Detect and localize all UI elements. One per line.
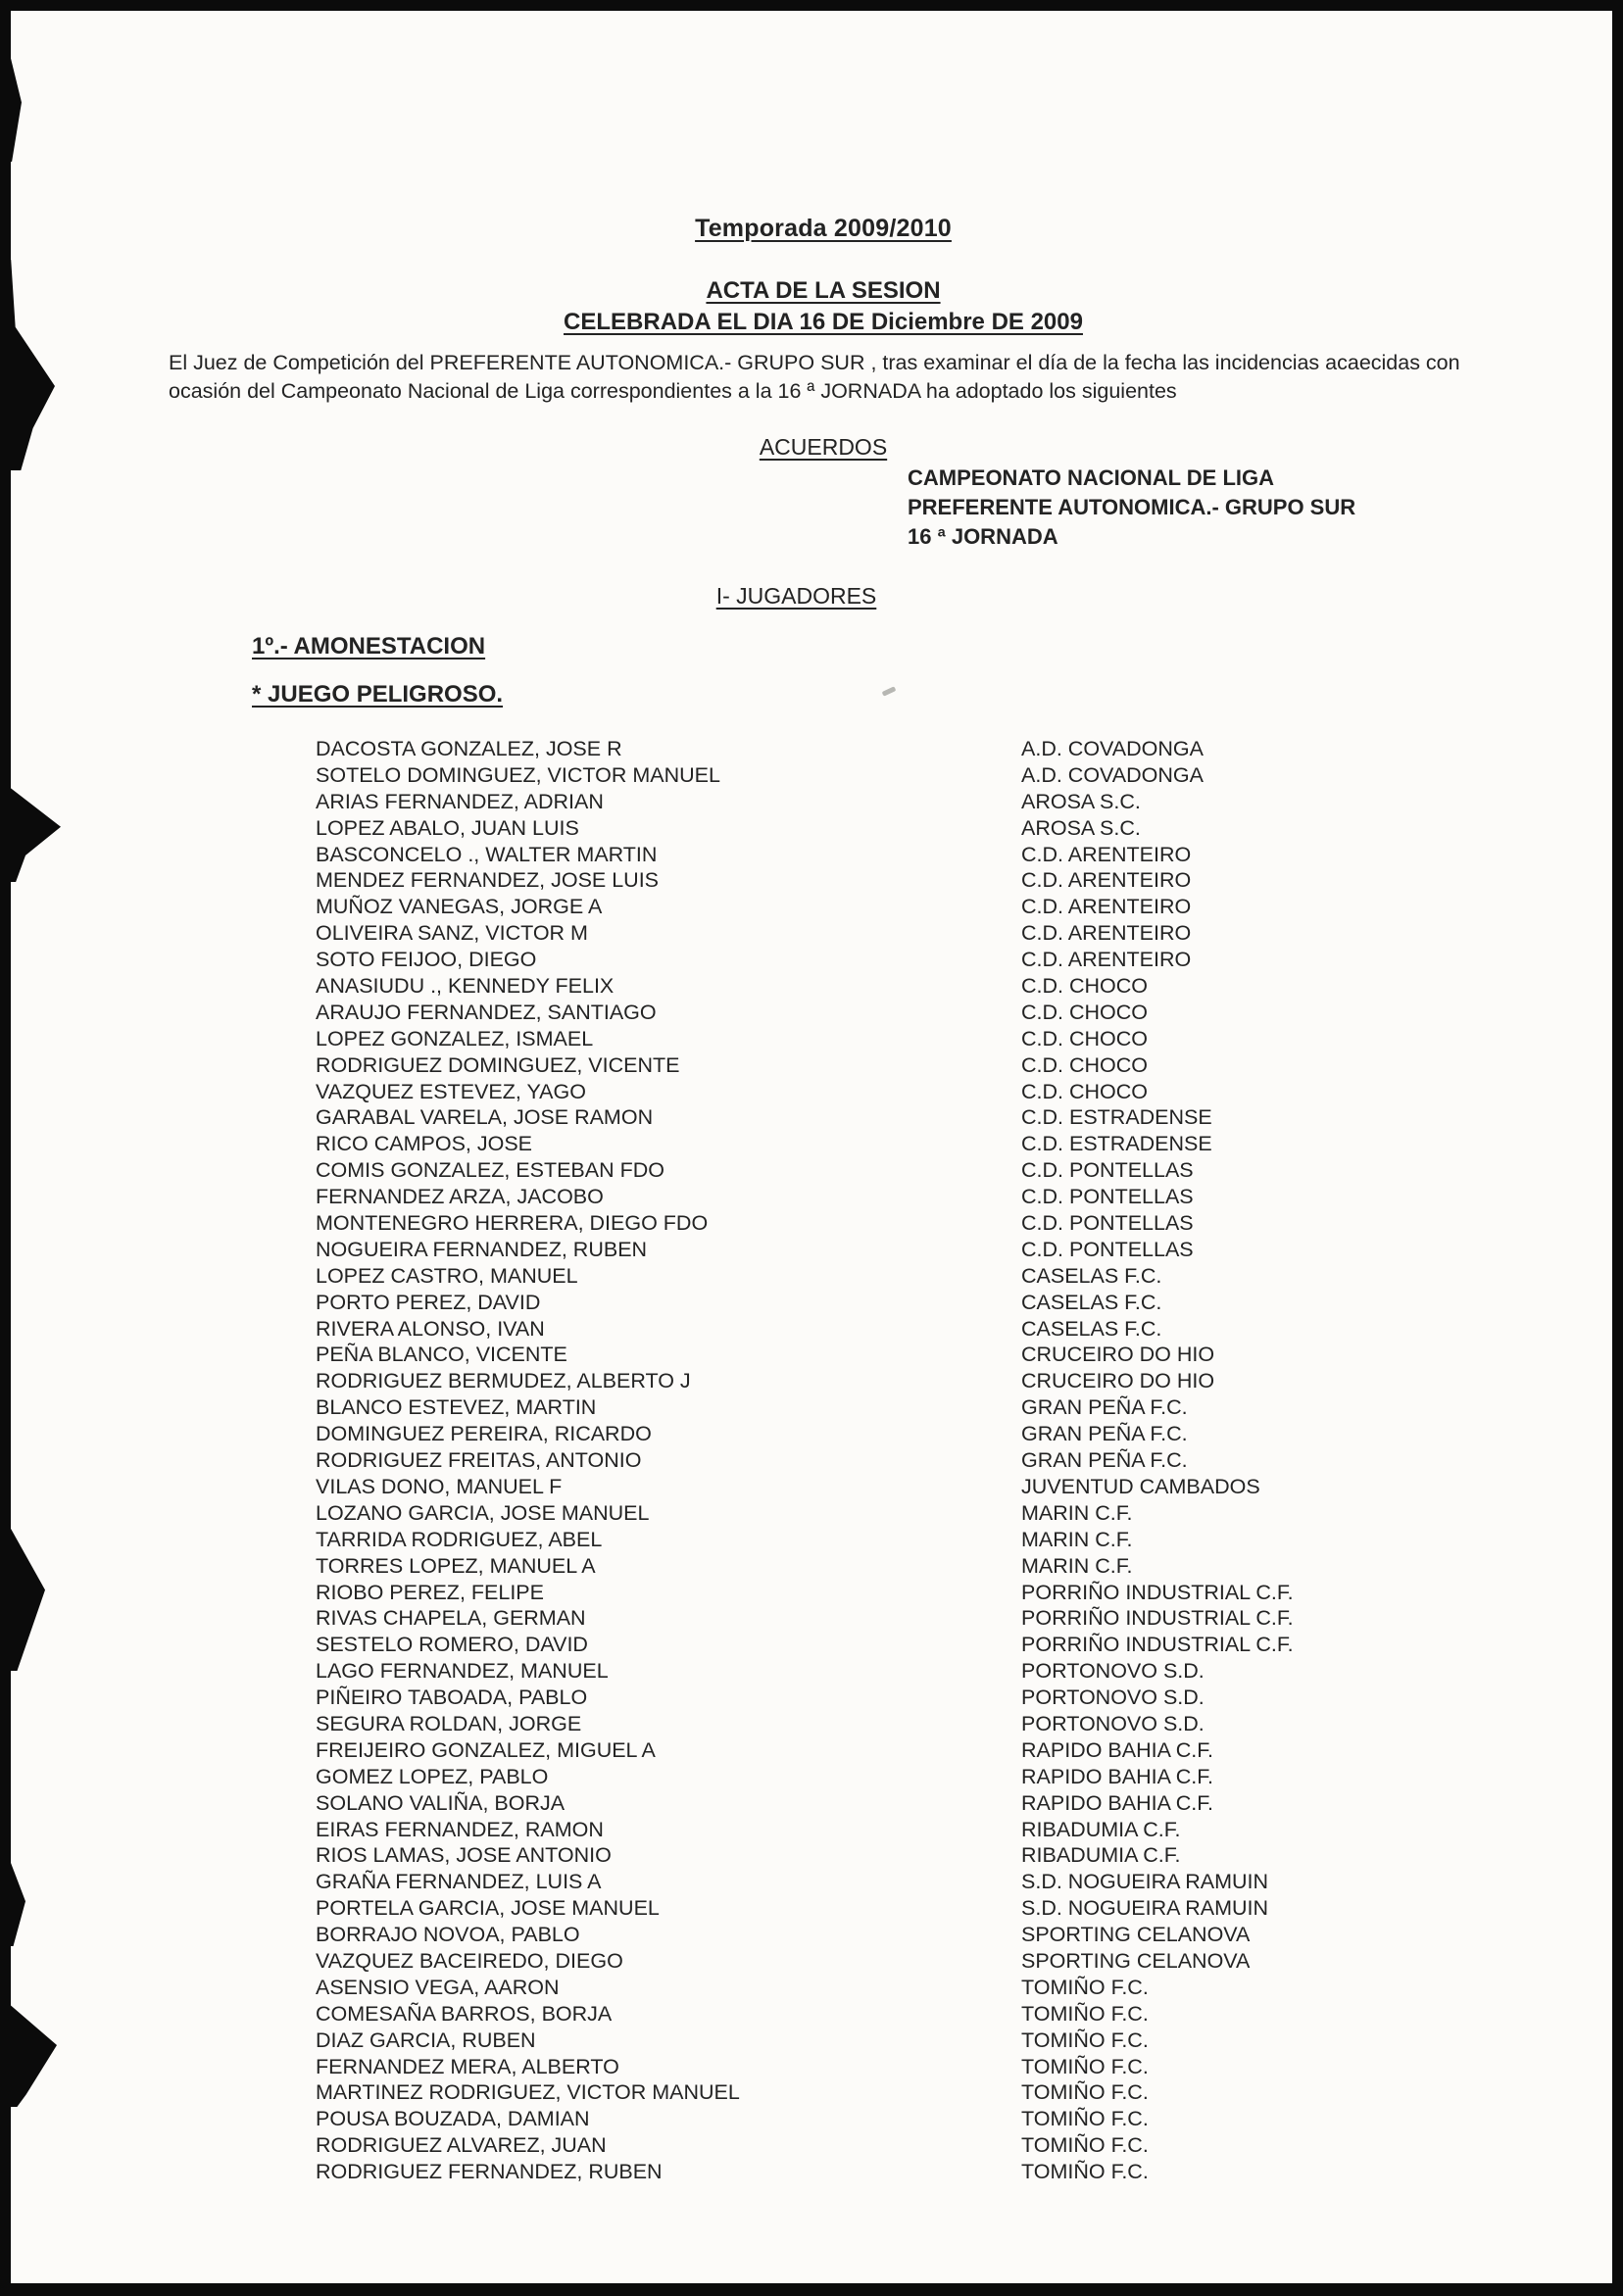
club-name: MARIN C.F. xyxy=(1021,1527,1133,1551)
sanction-row xyxy=(316,1923,1501,1949)
session-title-line2: CELEBRADA EL DIA 16 DE Diciembre DE 2009 xyxy=(564,309,1083,335)
club-name: C.D. ESTRADENSE xyxy=(1021,1105,1212,1130)
scan-smudge xyxy=(882,686,897,696)
sanction-row xyxy=(316,1422,1501,1448)
sanctions-list xyxy=(316,737,1501,2186)
sanction-row xyxy=(316,1448,1501,1475)
player-name: GOMEZ LOPEZ, PABLO xyxy=(316,1764,549,1788)
club-name: CRUCEIRO DO HIO xyxy=(1021,1343,1215,1367)
club-name: GRAN PEÑA F.C. xyxy=(1021,1448,1188,1473)
sanction-row xyxy=(316,1369,1501,1395)
club-name: GRAN PEÑA F.C. xyxy=(1021,1395,1188,1420)
club-name: TOMIÑO F.C. xyxy=(1021,2080,1149,2105)
player-name: ASENSIO VEGA, AARON xyxy=(316,1975,560,1999)
player-name: SEGURA ROLDAN, JORGE xyxy=(316,1711,582,1735)
sanction-row xyxy=(316,1712,1501,1738)
sanction-row xyxy=(316,2055,1501,2081)
club-name: SPORTING CELANOVA xyxy=(1021,1948,1251,1973)
club-name: C.D. CHOCO xyxy=(1021,1000,1148,1024)
player-name: PORTELA GARCIA, JOSE MANUEL xyxy=(316,1896,660,1921)
player-name: RIVAS CHAPELA, GERMAN xyxy=(316,1606,586,1631)
sanction-row xyxy=(316,2002,1501,2028)
scan-artifact-blob xyxy=(0,787,61,882)
sanction-row xyxy=(316,1685,1501,1712)
player-name: RIOBO PEREZ, FELIPE xyxy=(316,1580,544,1604)
club-name: TOMIÑO F.C. xyxy=(1021,2001,1149,2026)
player-name: FREIJEIRO GONZALEZ, MIGUEL A xyxy=(316,1737,656,1762)
sanction-row xyxy=(316,1501,1501,1528)
player-name: LOPEZ ABALO, JUAN LUIS xyxy=(316,815,579,840)
player-name: ANASIUDU ., KENNEDY FELIX xyxy=(316,974,615,999)
sanction-row xyxy=(316,816,1501,843)
player-name: POUSA BOUZADA, DAMIAN xyxy=(316,2107,590,2131)
sanction-row xyxy=(316,1158,1501,1185)
player-name: RICO CAMPOS, JOSE xyxy=(316,1132,533,1156)
player-name: SOTO FEIJOO, DIEGO xyxy=(316,948,537,972)
player-name: FERNANDEZ ARZA, JACOBO xyxy=(316,1185,604,1209)
sanction-row xyxy=(316,1659,1501,1685)
sanction-row xyxy=(316,1976,1501,2002)
player-name: VAZQUEZ ESTEVEZ, YAGO xyxy=(316,1079,586,1103)
sanction-row xyxy=(316,1818,1501,1844)
juego-peligroso-heading: * JUEGO PELIGROSO. xyxy=(252,681,504,708)
sanction-row xyxy=(316,1606,1501,1633)
sanction-row xyxy=(316,1211,1501,1238)
sanction-row xyxy=(316,1738,1501,1765)
sanction-row xyxy=(316,1001,1501,1027)
player-name: BLANCO ESTEVEZ, MARTIN xyxy=(316,1395,597,1420)
scan-border-right xyxy=(1612,0,1623,2296)
player-name: DIAZ GARCIA, RUBEN xyxy=(316,2027,536,2052)
sanction-row xyxy=(316,1053,1501,1080)
sanction-row xyxy=(316,1528,1501,1554)
sanction-row xyxy=(316,1633,1501,1659)
player-name: FERNANDEZ MERA, ALBERTO xyxy=(316,2054,619,2078)
club-name: C.D. PONTELLAS xyxy=(1021,1158,1194,1183)
club-name: MARIN C.F. xyxy=(1021,1500,1133,1525)
players-section-heading: I- JUGADORES xyxy=(715,583,877,609)
sanction-row xyxy=(316,2080,1501,2107)
club-name: TOMIÑO F.C. xyxy=(1021,2027,1149,2052)
scan-artifact-blob xyxy=(0,54,22,162)
sanction-row xyxy=(316,2133,1501,2160)
club-name: MARIN C.F. xyxy=(1021,1553,1133,1578)
sanction-row xyxy=(316,1105,1501,1132)
player-name: RODRIGUEZ FREITAS, ANTONIO xyxy=(316,1448,642,1473)
sanction-row xyxy=(316,1791,1501,1818)
amonestacion-heading: 1º.- AMONESTACION xyxy=(252,633,486,659)
player-name: PEÑA BLANCO, VICENTE xyxy=(316,1343,567,1367)
season-title: Temporada 2009/2010 xyxy=(695,215,952,242)
sanction-row xyxy=(316,895,1501,921)
club-name: TOMIÑO F.C. xyxy=(1021,2160,1149,2184)
club-name: C.D. ARENTEIRO xyxy=(1021,842,1192,866)
player-name: RIVERA ALONSO, IVAN xyxy=(316,1316,545,1341)
acuerdos-heading: ACUERDOS xyxy=(759,434,888,460)
club-name: RAPIDO BAHIA C.F. xyxy=(1021,1737,1213,1762)
session-title-line1: ACTA DE LA SESION xyxy=(706,277,941,304)
player-name: COMESAÑA BARROS, BORJA xyxy=(316,2001,613,2026)
intro-paragraph: El Juez de Competición del PREFERENTE AUTONOMICA.- GRUPO SUR , tras examinar el día de la fecha las incidencias acaecidas con ocasión del Campeonato Nacional de Liga correspondientes a la 16 ª JORNADA ha adoptado los siguientes xyxy=(169,351,1460,403)
player-name: ARIAS FERNANDEZ, ADRIAN xyxy=(316,789,604,813)
sanction-row xyxy=(316,974,1501,1001)
club-name: PORTONOVO S.D. xyxy=(1021,1711,1205,1735)
player-name: MENDEZ FERNANDEZ, JOSE LUIS xyxy=(316,868,660,893)
sanction-row xyxy=(316,843,1501,869)
player-name: MONTENEGRO HERRERA, DIEGO FDO xyxy=(316,1211,709,1236)
sanction-row xyxy=(316,1765,1501,1791)
club-name: SPORTING CELANOVA xyxy=(1021,1923,1251,1947)
player-name: TARRIDA RODRIGUEZ, ABEL xyxy=(316,1527,603,1551)
sanction-row xyxy=(316,1317,1501,1343)
player-name: MARTINEZ RODRIGUEZ, VICTOR MANUEL xyxy=(316,2080,740,2105)
club-name: PORTONOVO S.D. xyxy=(1021,1659,1205,1684)
player-name: RIOS LAMAS, JOSE ANTONIO xyxy=(316,1843,612,1868)
club-name: C.D. ARENTEIRO xyxy=(1021,868,1192,893)
player-name: DACOSTA GONZALEZ, JOSE R xyxy=(316,737,622,760)
competition-block xyxy=(908,464,1355,552)
player-name: SOTELO DOMINGUEZ, VICTOR MANUEL xyxy=(316,762,720,787)
sanction-row xyxy=(316,1343,1501,1369)
club-name: C.D. ESTRADENSE xyxy=(1021,1132,1212,1156)
club-name: TOMIÑO F.C. xyxy=(1021,2054,1149,2078)
player-name: RODRIGUEZ ALVAREZ, JUAN xyxy=(316,2133,607,2158)
sanction-row xyxy=(316,948,1501,974)
sanction-row xyxy=(316,1185,1501,1211)
club-name: A.D. COVADONGA xyxy=(1021,737,1204,760)
competition-matchday: 16 ª JORNADA xyxy=(908,524,1058,549)
player-name: VILAS DONO, MANUEL F xyxy=(316,1474,563,1498)
scan-artifact-blob xyxy=(0,1524,45,1671)
club-name: C.D. CHOCO xyxy=(1021,1079,1148,1103)
player-name: GARABAL VARELA, JOSE RAMON xyxy=(316,1105,654,1130)
club-name: AROSA S.C. xyxy=(1021,789,1141,813)
sanction-row xyxy=(316,1027,1501,1053)
competition-name: CAMPEONATO NACIONAL DE LIGA xyxy=(908,465,1275,490)
club-name: C.D. ARENTEIRO xyxy=(1021,895,1192,919)
player-name: VAZQUEZ BACEIREDO, DIEGO xyxy=(316,1948,623,1973)
player-name: OLIVEIRA SANZ, VICTOR M xyxy=(316,921,588,946)
club-name: TOMIÑO F.C. xyxy=(1021,2133,1149,2158)
sanction-row xyxy=(316,1395,1501,1422)
sanction-row xyxy=(316,1843,1501,1870)
club-name: TOMIÑO F.C. xyxy=(1021,1975,1149,1999)
club-name: C.D. CHOCO xyxy=(1021,974,1148,999)
sanction-row xyxy=(316,1870,1501,1896)
club-name: TOMIÑO F.C. xyxy=(1021,2107,1149,2131)
player-name: RODRIGUEZ FERNANDEZ, RUBEN xyxy=(316,2160,663,2184)
club-name: C.D. CHOCO xyxy=(1021,1026,1148,1050)
player-name: LAGO FERNANDEZ, MANUEL xyxy=(316,1659,609,1684)
sanction-row xyxy=(316,2028,1501,2055)
sanction-row xyxy=(316,1554,1501,1581)
sanction-row xyxy=(316,1238,1501,1264)
competition-group: PREFERENTE AUTONOMICA.- GRUPO SUR xyxy=(908,495,1356,519)
sanction-row xyxy=(316,1949,1501,1976)
club-name: AROSA S.C. xyxy=(1021,815,1141,840)
player-name: LOPEZ CASTRO, MANUEL xyxy=(316,1263,578,1288)
player-name: BASCONCELO ., WALTER MARTIN xyxy=(316,842,658,866)
sanction-row xyxy=(316,763,1501,790)
player-name: SESTELO ROMERO, DAVID xyxy=(316,1633,588,1657)
club-name: S.D. NOGUEIRA RAMUIN xyxy=(1021,1870,1269,1894)
player-name: PIÑEIRO TABOADA, PABLO xyxy=(316,1685,588,1710)
sanction-row xyxy=(316,790,1501,816)
session-title xyxy=(167,275,1480,338)
club-name: A.D. COVADONGA xyxy=(1021,762,1204,787)
sanction-row xyxy=(316,2160,1501,2186)
club-name: CASELAS F.C. xyxy=(1021,1316,1162,1341)
sanction-row xyxy=(316,1264,1501,1291)
club-name: C.D. CHOCO xyxy=(1021,1052,1148,1077)
player-name: PORTO PEREZ, DAVID xyxy=(316,1290,541,1314)
club-name: C.D. ARENTEIRO xyxy=(1021,921,1192,946)
sanction-row xyxy=(316,921,1501,948)
player-name: LOZANO GARCIA, JOSE MANUEL xyxy=(316,1500,650,1525)
sanction-row xyxy=(316,1132,1501,1158)
scan-artifact-blob xyxy=(0,260,55,470)
club-name: RAPIDO BAHIA C.F. xyxy=(1021,1790,1213,1815)
club-name: RIBADUMIA C.F. xyxy=(1021,1843,1181,1868)
player-name: TORRES LOPEZ, MANUEL A xyxy=(316,1553,596,1578)
club-name: PORRIÑO INDUSTRIAL C.F. xyxy=(1021,1633,1294,1657)
club-name: S.D. NOGUEIRA RAMUIN xyxy=(1021,1896,1269,1921)
club-name: C.D. PONTELLAS xyxy=(1021,1185,1194,1209)
club-name: C.D. PONTELLAS xyxy=(1021,1237,1194,1261)
club-name: RIBADUMIA C.F. xyxy=(1021,1817,1181,1841)
player-name: MUÑOZ VANEGAS, JORGE A xyxy=(316,895,603,919)
player-name: ARAUJO FERNANDEZ, SANTIAGO xyxy=(316,1000,657,1024)
scan-artifact-blob xyxy=(0,1860,25,1946)
sanction-row xyxy=(316,2107,1501,2133)
sanction-row xyxy=(316,1080,1501,1106)
club-name: PORRIÑO INDUSTRIAL C.F. xyxy=(1021,1580,1294,1604)
club-name: RAPIDO BAHIA C.F. xyxy=(1021,1764,1213,1788)
sanction-row xyxy=(316,1291,1501,1317)
player-name: BORRAJO NOVOA, PABLO xyxy=(316,1923,580,1947)
club-name: PORRIÑO INDUSTRIAL C.F. xyxy=(1021,1606,1294,1631)
club-name: CRUCEIRO DO HIO xyxy=(1021,1369,1215,1393)
player-name: LOPEZ GONZALEZ, ISMAEL xyxy=(316,1026,594,1050)
sanction-row xyxy=(316,737,1501,763)
club-name: CASELAS F.C. xyxy=(1021,1290,1162,1314)
player-name: DOMINGUEZ PEREIRA, RICARDO xyxy=(316,1422,652,1446)
club-name: JUVENTUD CAMBADOS xyxy=(1021,1474,1260,1498)
sanction-row xyxy=(316,1475,1501,1501)
player-name: GRAÑA FERNANDEZ, LUIS A xyxy=(316,1870,602,1894)
player-name: EIRAS FERNANDEZ, RAMON xyxy=(316,1817,604,1841)
club-name: GRAN PEÑA F.C. xyxy=(1021,1422,1188,1446)
sanction-row xyxy=(316,868,1501,895)
player-name: RODRIGUEZ DOMINGUEZ, VICENTE xyxy=(316,1052,680,1077)
scan-border-bottom xyxy=(0,2283,1623,2296)
club-name: C.D. ARENTEIRO xyxy=(1021,948,1192,972)
scan-artifact-blob xyxy=(0,2004,57,2107)
club-name: C.D. PONTELLAS xyxy=(1021,1211,1194,1236)
player-name: NOGUEIRA FERNANDEZ, RUBEN xyxy=(316,1237,648,1261)
sanction-row xyxy=(316,1896,1501,1923)
player-name: SOLANO VALIÑA, BORJA xyxy=(316,1790,566,1815)
club-name: CASELAS F.C. xyxy=(1021,1263,1162,1288)
scan-border-top xyxy=(0,0,1623,11)
club-name: PORTONOVO S.D. xyxy=(1021,1685,1205,1710)
sanction-row xyxy=(316,1581,1501,1607)
player-name: RODRIGUEZ BERMUDEZ, ALBERTO J xyxy=(316,1369,691,1393)
player-name: COMIS GONZALEZ, ESTEBAN FDO xyxy=(316,1158,664,1183)
